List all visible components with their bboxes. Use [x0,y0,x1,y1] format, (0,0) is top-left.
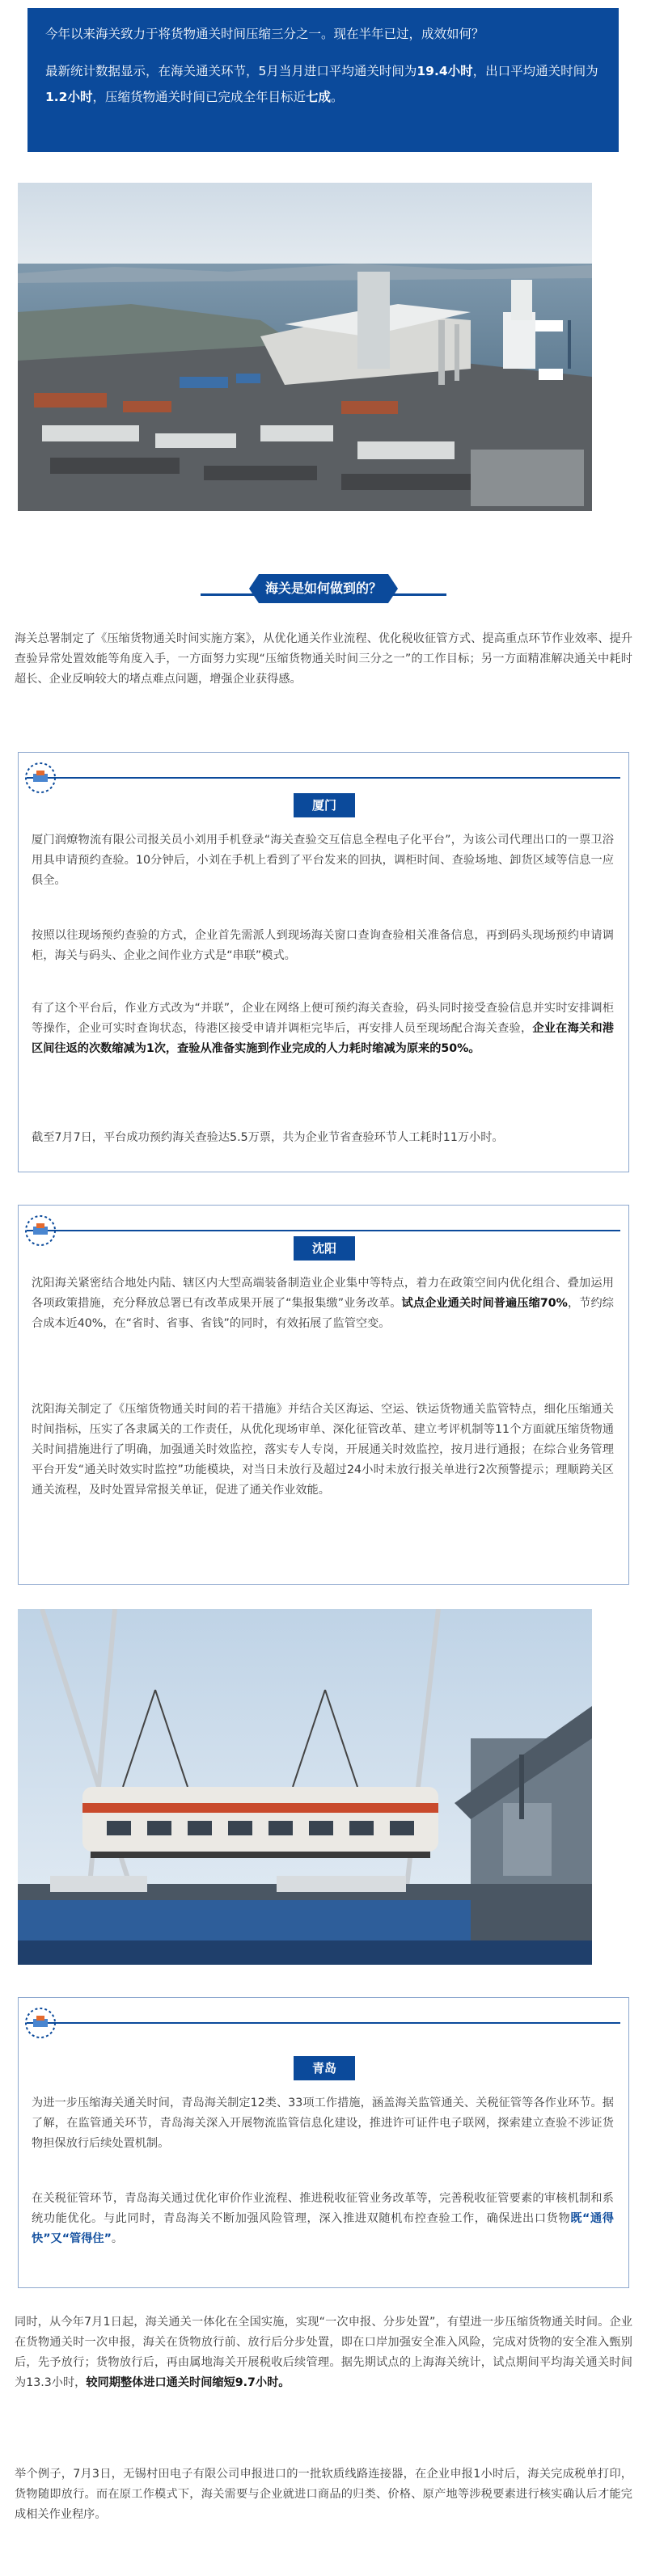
city-label-shenyang: 沈阳 [294,1236,355,1261]
closing-paragraph-2: 举个例子，7月3日，无锡村田电子有限公司申报进口的一批软质线路连接器，在企业申报1小时后，海关完成税单打印，货物随即放行。而在原工作模式下，海关需要与企业就进口商品的归类、价格、原产地等涉税要素进行核实确认后才能完成相关作业程序。 [15,2468,632,2521]
port-aerial-photo [18,183,592,511]
intro-question: 今年以来海关致力于将货物通关时间压缩三分之一。现在半年已过，成效如何？ [45,27,484,41]
card-divider [27,777,620,779]
xiamen-paragraph-1: 厦门润燎物流有限公司报关员小刘用手机登录“海关查验交互信息全程电子化平台”，为该公司代理出口的一票卫浴用具申请预约查验。10分钟后，小刘在手机上看到了平台发来的回执，调柜时间、查验场地、卸货区域等信息一应俱全。 [32,834,614,887]
shenyang-paragraph-1: 沈阳海关紧密结合地处内陆、辖区内大型高端装备制造业企业集中等特点，着力在政策空间内优化组合、叠加运用各项政策措施，充分释放总署已有改革成果开展了“集报集缴”业务改革。试点企业通关时间普遍压缩70%，节约综合成本近40%，在“省时、省事、省钱”的同时，有效拓展了监管空变。 [32,1277,614,1330]
xiamen-paragraph-3: 有了这个平台后，作业方式改为“并联”，企业在网络上便可预约海关查验，码头同时接受查验信息并实时安排调柜等操作，企业可实时查询状态，待港区接受申请并调柜完毕后，再安排人员至现场配合海关查验，企业在海关和港区间往返的次数缩减为1次，查验从准备实施到作业完成的人力耗时缩减为原来的50%。 [32,1002,614,1055]
shenyang-card [18,1205,629,1585]
shenyang-paragraph-2: 沈阳海关制定了《压缩货物通关时间的若干措施》并结合关区海运、空运、铁运货物通关监管特点，细化压缩通关时间指标，压实了各隶属关的工作责任，从优化现场审单、深化征管改革、建立考评机制等11个方面就压缩货物通关时间措施进行了明确，加强通关时效监控，落实专人专岗，开展通关时效监控，按月进行通报；在综合业务管理平台开发“通关时效实时监控”功能模块，对当日未放行及超过24小时未放行报关单进行2次预警提示；理顺跨关区通关流程，及时处置异常报关单证，促进了通关作业效能。 [32,1403,614,1497]
qingdao-paragraph-1: 为进一步压缩海关通关时间，青岛海关制定12类、33项工作措施，涵盖海关监管通关、关税征管等各作业环节。据了解，在监管通关环节，青岛海关深入开展物流监管信息化建设，推进许可证件电子联网，探索建立查验不涉证货物担保放行后续处置机制。 [32,2097,614,2150]
qingdao-card [18,1997,629,2288]
intro-stats: 最新统计数据显示，在海关通关环节，5月当月进口平均通关时间为19.4小时，出口平均通关时间为1.2小时，压缩货物通关时间已完成全年目标近七成。 [45,64,598,104]
city-label-qingdao: 青岛 [294,2056,355,2080]
intro-box [27,8,619,152]
train-carriage-loading-photo [18,1609,592,1965]
city-emblem-icon [22,1212,59,1249]
overview-paragraph: 海关总署制定了《压缩货物通关时间实施方案》，从优化通关作业流程、优化税收征管方式、提高重点环节作业效率、提升查验异常处置效能等角度入手，一方面努力实现“压缩货物通关时间三分之一”的工作目标；另一方面精准解决通关中耗时超长、企业反响较大的堵点难点问题，增强企业获得感。 [15,632,632,686]
city-label-xiamen: 厦门 [294,793,355,817]
xiamen-paragraph-2: 按照以往现场预约查验的方式，企业首先需派人到现场海关窗口查询查验相关准备信息，再到码头现场预约申请调柜，海关与码头、企业之间作业方式是“串联”模式。 [32,929,614,962]
xiamen-card [18,752,629,1172]
section-title: 海关是如何做到的？ [259,574,388,603]
xiamen-paragraph-4: 截至7月7日，平台成功预约海关查验达5.5万票，共为企业节省查验环节人工耗时11万小时。 [32,1131,504,1144]
qingdao-paragraph-2: 在关税征管环节，青岛海关通过优化审价作业流程、推进税收征管业务改革等，完善税收征管要素的审核机制和系统功能优化。与此同时，青岛海关不断加强风险管理，深入推进双随机布控查验工作，确保进出口货物既“通得快”又“管得住”。 [32,2192,614,2245]
city-emblem-icon [22,759,59,796]
card-divider [27,2022,620,2024]
section-title-banner [201,572,446,606]
card-divider [27,1230,620,1231]
city-emblem-icon [22,2004,59,2042]
closing-paragraph-1: 同时，从今年7月1日起，海关通关一体化在全国实施，实现“一次申报、分步处置”，有望进一步压缩货物通关时间。企业在货物通关时一次申报，海关在货物放行前、放行后分步处置，即在口岸加强安全准入风险，完成对货物的安全准入甄别后，先予放行；货物放行后，再由属地海关开展税收后续管理。据先期试点的上海海关统计，试点期间平均海关通关时间为13.3小时，较同期整体进口通关时间缩短9.7小时。 [15,2316,632,2389]
